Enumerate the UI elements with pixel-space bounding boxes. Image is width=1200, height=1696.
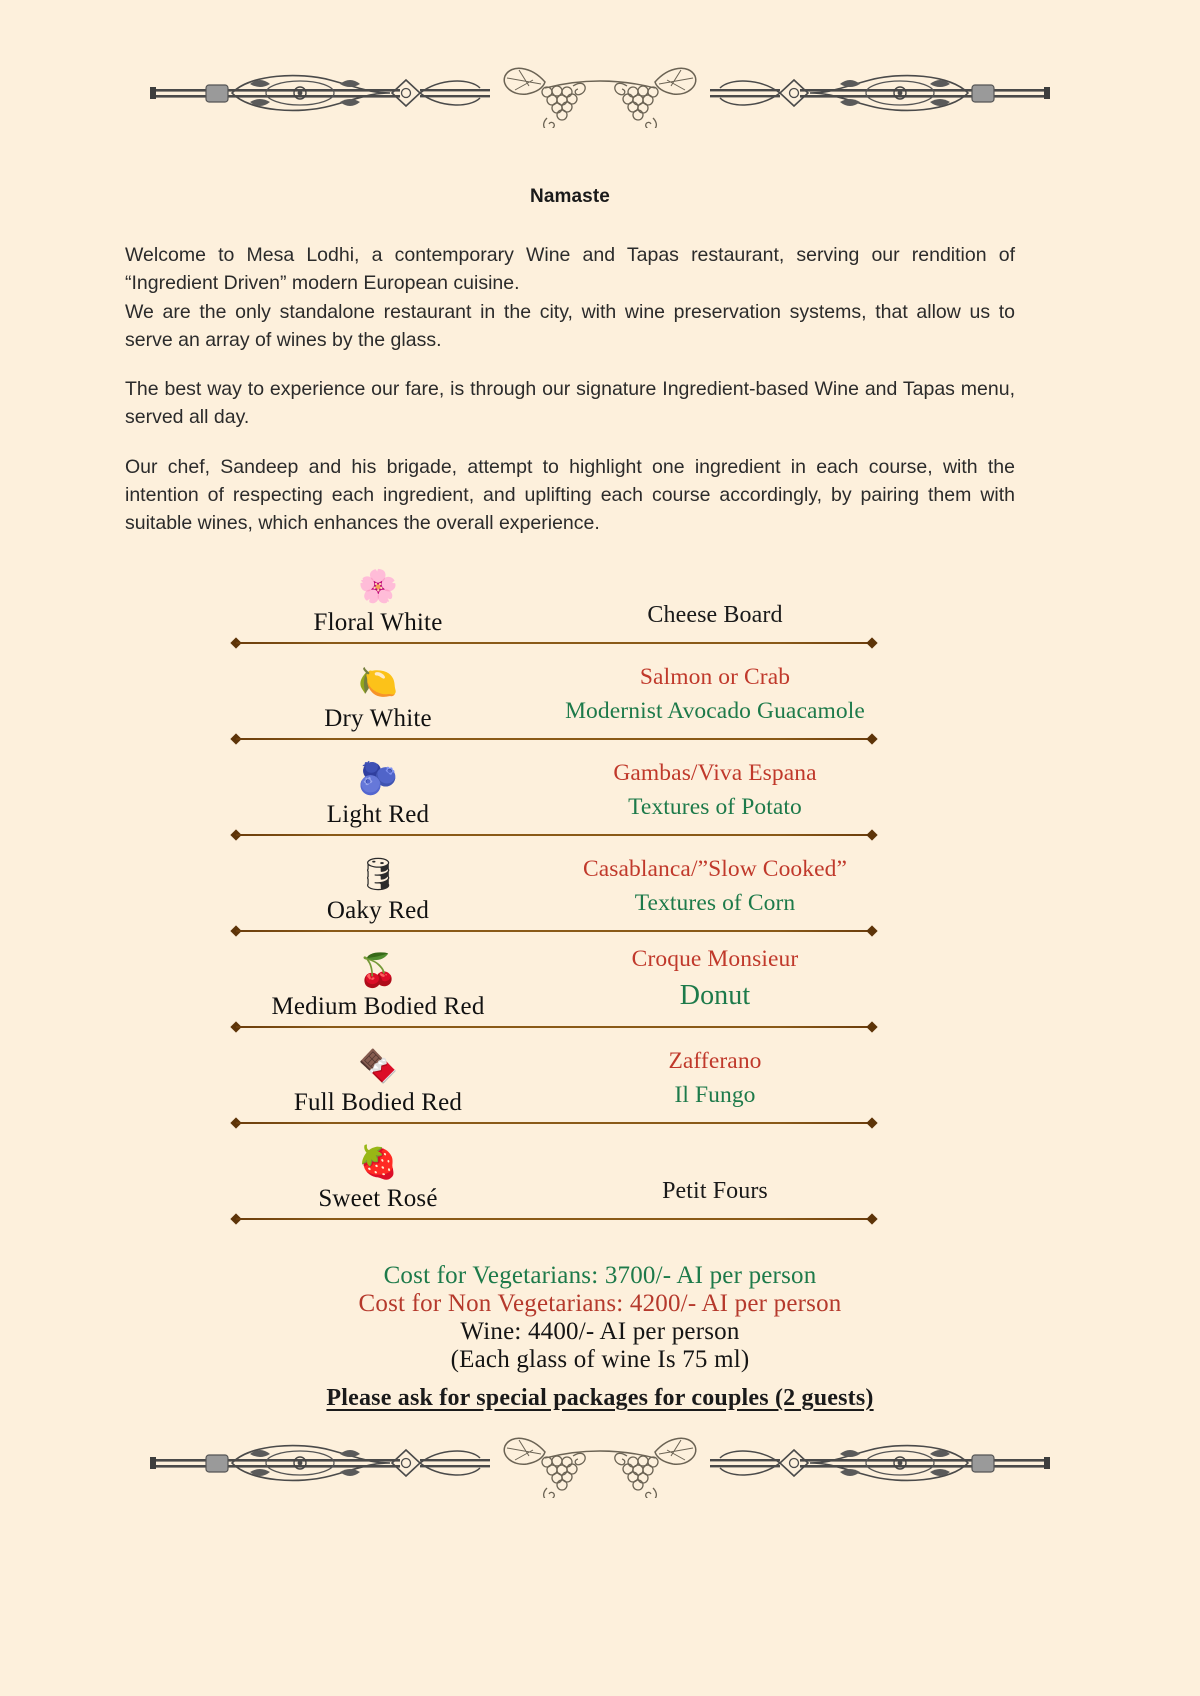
row-divider xyxy=(228,734,880,744)
intro-paragraph-1-line-a: Welcome to Mesa Lodhi, a contemporary Wine and Tapas restaurant, serving our rendition of “Ingredient Driven” modern European cuisine. xyxy=(125,244,1015,295)
price-vegetarian: Cost for Vegetarians: 3700/- AI per person xyxy=(383,1262,817,1289)
wine-style-label: Floral White xyxy=(313,608,443,636)
dish-name: Donut xyxy=(679,980,751,1012)
row-divider xyxy=(228,1214,880,1224)
row-divider xyxy=(228,1118,880,1128)
cherries-icon: 🍒 xyxy=(358,951,398,988)
intro-section xyxy=(125,186,1015,537)
dish-name: Salmon or Crab xyxy=(639,664,791,691)
wine-style-cell xyxy=(228,664,528,733)
wine-style-cell xyxy=(228,568,528,637)
row-divider xyxy=(228,830,880,840)
dish-cell xyxy=(550,757,880,828)
couples-package-note: Please ask for special packages for couples (2 guests) xyxy=(326,1385,874,1411)
blossom-icon: 🌸 xyxy=(358,567,398,604)
oak-barrel-icon: 🛢 xyxy=(357,855,399,892)
wine-style-label: Dry White xyxy=(324,704,432,732)
pairing-row xyxy=(228,552,880,648)
dish-name: Modernist Avocado Guacamole xyxy=(565,697,865,724)
ornamental-divider-top xyxy=(0,58,1200,128)
strawberry-icon: 🍓 xyxy=(358,1143,398,1180)
row-divider xyxy=(228,1022,880,1032)
wine-glass-note: (Each glass of wine Is 75 ml) xyxy=(450,1346,750,1373)
dish-cell xyxy=(550,661,880,732)
dish-cell xyxy=(550,943,880,1020)
intro-paragraph-1-line-b: We are the only standalone restaurant in the city, with wine preservation systems, that allow us to serve an array of wines by the glass. xyxy=(125,300,1015,351)
dish-name: Il Fungo xyxy=(674,1081,756,1108)
lemon-icon: 🍋 xyxy=(358,663,398,700)
dish-name: Zafferano xyxy=(668,1048,762,1075)
wine-style-cell xyxy=(228,1144,528,1213)
dish-cell xyxy=(550,598,880,636)
dish-name: Croque Monsieur xyxy=(631,945,799,972)
wine-style-cell xyxy=(228,952,528,1021)
pairing-row xyxy=(228,1128,880,1224)
pairing-row xyxy=(228,744,880,840)
pricing-section xyxy=(0,1262,1200,1374)
wine-style-label: Sweet Rosé xyxy=(318,1184,438,1212)
dish-name: Gambas/Viva Espana xyxy=(613,760,817,787)
dish-cell xyxy=(550,853,880,924)
wine-style-label: Full Bodied Red xyxy=(293,1088,463,1116)
dish-cell xyxy=(550,1045,880,1116)
price-wine: Wine: 4400/- AI per person xyxy=(460,1318,740,1345)
chocolate-spice-icon: 🍫 xyxy=(358,1047,398,1084)
dish-name: Petit Fours xyxy=(662,1177,768,1204)
greeting-heading: Namaste xyxy=(530,186,610,207)
row-divider xyxy=(228,638,880,648)
dish-name: Textures of Potato xyxy=(628,793,802,820)
wine-style-cell xyxy=(228,1048,528,1117)
wine-style-label: Light Red xyxy=(326,800,430,828)
intro-paragraph-2: The best way to experience our fare, is through our signature Ingredient-based Wine and Tapas menu, served all day. xyxy=(125,378,1015,429)
dish-name: Casablanca/”Slow Cooked” xyxy=(582,856,848,883)
wine-style-label: Medium Bodied Red xyxy=(271,992,485,1020)
wine-style-cell xyxy=(228,760,528,829)
row-divider xyxy=(228,926,880,936)
wine-style-cell xyxy=(228,856,528,925)
wine-pairing-table xyxy=(228,552,880,1224)
pairing-row xyxy=(228,1032,880,1128)
wine-style-label: Oaky Red xyxy=(326,896,430,924)
dish-name: Textures of Corn xyxy=(634,889,796,916)
pairing-row xyxy=(228,648,880,744)
pairing-row xyxy=(228,840,880,936)
dish-cell xyxy=(550,1174,880,1212)
dish-name: Cheese Board xyxy=(647,601,783,628)
berries-icon: 🫐 xyxy=(358,759,398,796)
intro-paragraph-1 xyxy=(125,241,1015,354)
intro-paragraph-3: Our chef, Sandeep and his brigade, attempt to highlight one ingredient in each course, with the intention of respecting each ingredient, and uplifting each course accordingly, by pairing them with suitable wines, which enhances the overall experience. xyxy=(125,455,1015,535)
ornamental-divider-bottom xyxy=(0,1428,1200,1498)
pairing-row xyxy=(228,936,880,1032)
price-non-vegetarian: Cost for Non Vegetarians: 4200/- AI per person xyxy=(358,1290,842,1317)
